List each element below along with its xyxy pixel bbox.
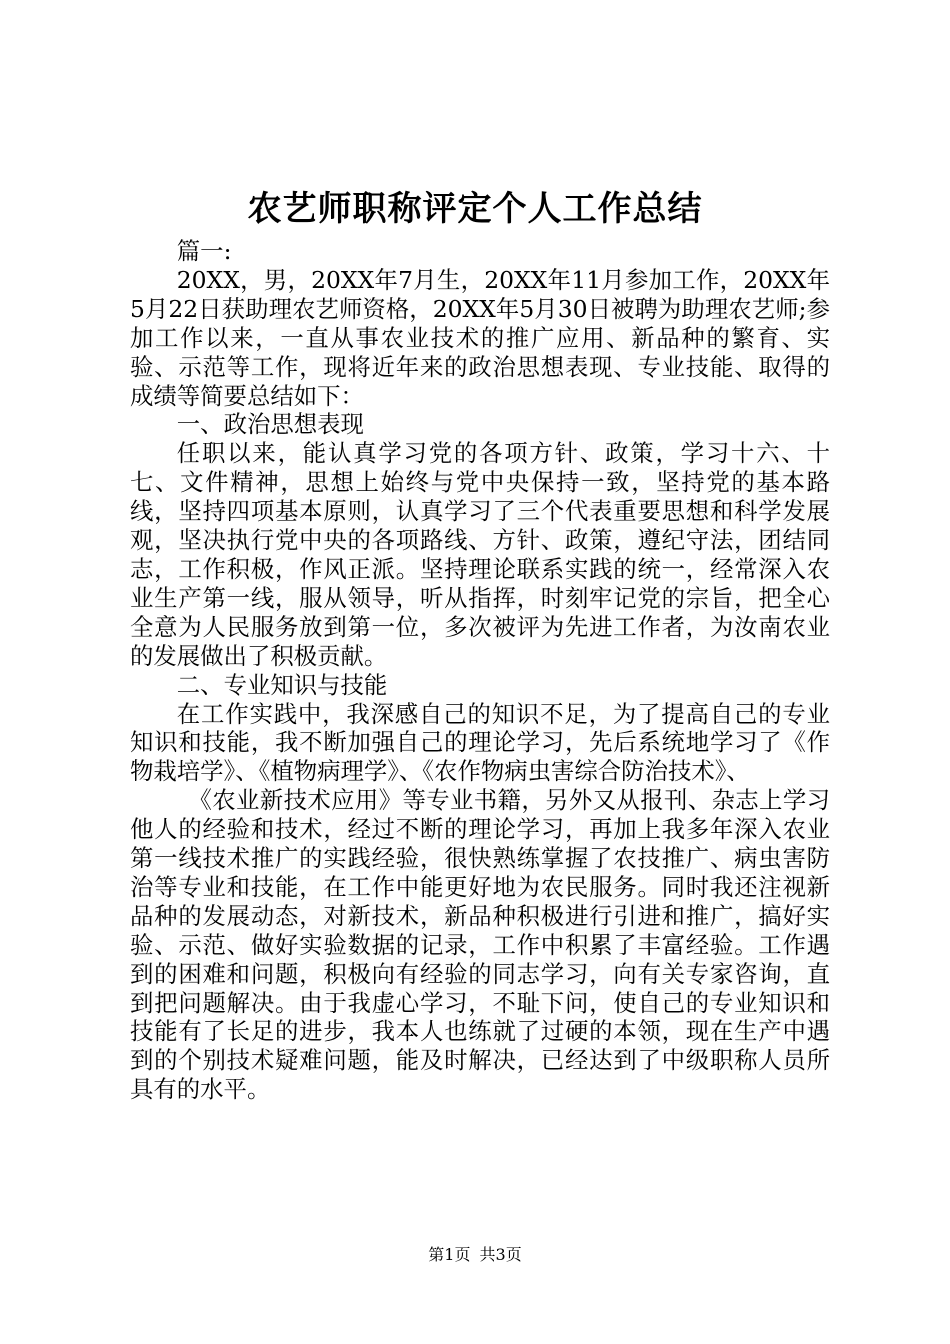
paragraph-intro: 20XX，男，20XX年7月生，20XX年11月参加工作，20XX年5月22日获助理农艺师资格，20XX年5月30日被聘为助理农艺师;参加工作以来，一直从事农业技术的推广应用、新品种的繁育、实验、示范等工作，现将近年来的政治思想表现、专业技能、取得的成绩等简要总结如下：	[130, 265, 830, 410]
heading-professional: 二、专业知识与技能	[176, 670, 388, 699]
page-number-current: 第1页	[428, 1245, 471, 1264]
document-title: 农艺师职称评定个人工作总结	[247, 189, 703, 229]
section-label: 篇一:	[176, 237, 232, 265]
page-number-total: 共3页	[479, 1245, 522, 1264]
paragraph-political: 任职以来，能认真学习党的各项方针、政策，学习十六、十七、文件精神，思想上始终与党中央保持一致，坚持党的基本路线，坚持四项基本原则，认真学习了三个代表重要思想和科学发展观，坚决执行党中央的各项路线、方针、政策，遵纪守法，团结同志，工作积极，作风正派。坚持理论联系实践的统一，经常深入农业生产第一线，服从领导，听从指挥，时刻牢记党的宗旨，把全心全意为人民服务放到第一位，多次被评为先进工作者，为汝南农业的发展做出了积极贡献。	[130, 439, 830, 670]
paragraph-professional-1: 在工作实践中，我深感自己的知识不足，为了提高自己的专业知识和技能，我不断加强自己的理论学习，先后系统地学习了《作物栽培学》、《植物病理学》、《农作物病虫害综合防治技术》、	[130, 699, 830, 786]
paragraph-professional-2: 《农业新技术应用》等专业书籍，另外又从报刊、杂志上学习他人的经验和技术，经过不断的理论学习，再加上我多年深入农业第一线技术推广的实践经验，很快熟练掌握了农技推广、病虫害防治等专业和技能，在工作中能更好地为农民服务。同时我还注视新品种的发展动态，对新技术，新品种积极进行引进和推广，搞好实验、示范、做好实验数据的记录，工作中积累了丰富经验。工作遇到的困难和问题，积极向有经验的同志学习，向有关专家咨询，直到把问题解决。由于我虚心学习，不耻下问，使自己的专业知识和技能有了长足的进步，我本人也练就了过硬的本领，现在生产中遇到的个别技术疑难问题，能及时解决，已经达到了中级职称人员所具有的水平。	[130, 786, 830, 1104]
page-footer	[0, 1244, 950, 1266]
document-body	[130, 237, 830, 1104]
heading-political: 一、政治思想表现	[176, 410, 364, 439]
